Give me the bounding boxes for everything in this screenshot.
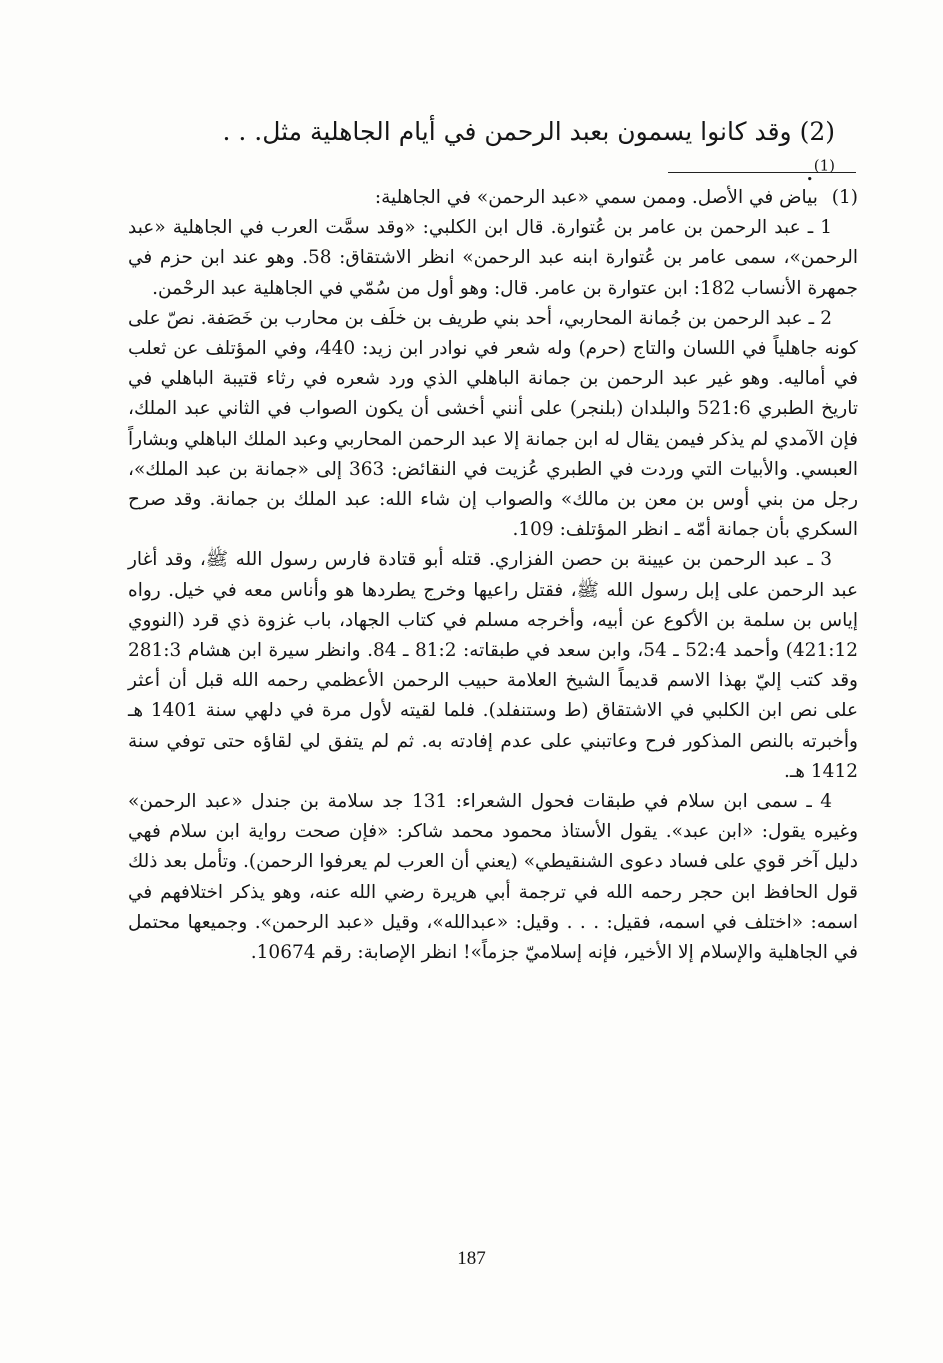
footnote-mark: (1) — [831, 187, 858, 208]
main-line-number: (2) — [799, 117, 835, 146]
main-line-text: وقد كانوا يسمون بعبد الرحمن في أيام الجاهلية مثل. . . — [222, 117, 792, 146]
footnote-paragraph-2: 2 ـ عبد الرحمن بن جُمانة المحاربي، أحد بني طريف بن خلَف بن محارب بن خَصَفة. نصّ على كونه جاهلياً في اللسان والتاج (حرم) وله شعر في نوادر ابن زيد: 440، وفي المؤتلف عن ثعلب في أماليه. وهو غير عبد الرحمن بن جمانة الباهلي الذي ورد شعره في رثاء قتيبة الباهلي في تاريخ الطبري 521:6 والبلدان (بلنجر) على أنني أخشى أن يكون الصواب في الثاني عبد الملك، فإن الآمدي لم يذكر فيمن يقال له ابن جمانة إلا عبد الرحمن المحاربي وعبد الملك الباهلي وبشاراً العبسي. والأبيات التي وردت في الطبري عُزيت في النقائض: 363 إلى «جمانة بن عبد الملك»، رجل من بني أوس بن معن بن مالك» والصواب إن شاء الله: عبد الملك بن جمانة. وقد صرح السكري بأن جمانة أمّه ـ انظر المؤتلف: 109. — [128, 307, 859, 541]
footnote-paragraph-3: 3 ـ عبد الرحمن بن عيينة بن حصن الفزاري. قتله أبو قتادة فارس رسول الله ﷺ، وقد أغار عبد الرحمن على إبل رسول الله ﷺ، فقتل راعيها وخرج يطردها هو وأناس معه في خيل. رواه إياس بن سلمة بن الأكوع عن أبيه، وأخرجه مسلم في كتاب الجهاد، باب غزوة ذي قرد (النووي 421:12) وأحمد 52:4 ـ 54، وابن سعد في طبقاته: 81:2 ـ 84. وانظر سيرة ابن هشام 281:3 وقد كتب إليّ بهذا الاسم قديماً الشيخ العلامة حبيب الرحمن الأعظمي رحمه الله قبل أن أعثر على نص ابن الكلبي في الاشتقاق (ط وستنفلد). فلما لقيته لأول مرة في دلهي سنة 1401 هـ وأخبرته بالنص المذكور فرح وعاتبني على عدم إفادته به. ثم لم يتفق لي لقاؤه حتى توفي سنة 1412 هـ. — [128, 549, 858, 782]
footnote-separator — [668, 172, 856, 173]
main-line-end: . — [805, 157, 814, 186]
footnote-intro — [128, 183, 858, 213]
footnote-intro-text: بياض في الأصل. وممن سمي «عبد الرحمن» في الجاهلية: — [374, 187, 818, 208]
footnote-reference: (1) — [813, 156, 835, 175]
footnote-paragraph-4: 4 ـ سمى ابن سلام في طبقات فحول الشعراء: 131 جد سلامة بن جندل «عبد الرحمن» وغيره يقول: «ابن عبد». يقول الأستاذ محمود محمد شاكر: «فإن صحت رواية ابن سلام فهي دليل آخر قوي على فساد دعوى الشنقيطي» (يعني أن العرب لم يعرفوا الرحمن). وتأمل بعد ذلك قول الحافظ ابن حجر رحمه الله في ترجمة أبي هريرة رضي الله عنه، وهو يذكر اختلافهم في اسمه: «اختلف في اسمه، فقيل: . . . وقيل: «عبدالله»، وقيل «عبد الرحمن». وجميعها محتمل في الجاهلية والإسلام إلا الأخير، فإنه إسلاميّ جزماً»! انظر الإصابة: رقم 10674. — [128, 791, 858, 964]
main-text-line — [195, 112, 835, 192]
page-number: 187 — [457, 1248, 486, 1269]
footnote-paragraph-1: 1 ـ عبد الرحمن بن عامر بن عُتوارة. قال ابن الكلبي: «وقد سمَّت العرب في الجاهلية «عبد الرحمن»، سمى عامر بن عُتوارة ابنه عبد الرحمن» انظر الاشتقاق: 58. وهو عند ابن حزم في جمهرة الأنساب 182: ابن عتوارة بن عامر. قال: وهو أول من سُمّي في الجاهلية عبد الرحْمن. — [128, 217, 858, 299]
footnotes-block — [128, 183, 858, 968]
